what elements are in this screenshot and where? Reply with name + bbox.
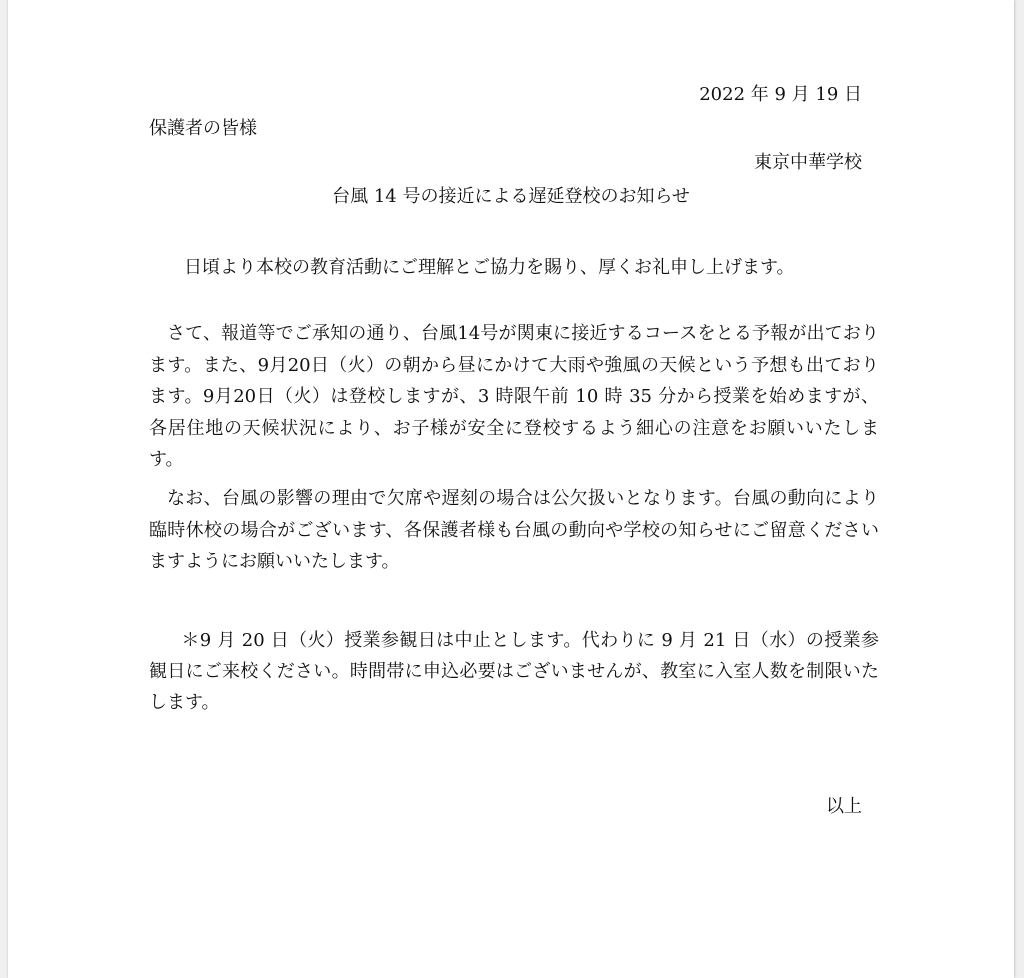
document-date: 2022 年 9 月 19 日 [699,84,862,105]
document-page [8,0,1014,978]
body-paragraph-1: さて、報道等でご承知の通り、台風14号が関東に接近するコースをとる予報が出ております。また、9月20日（火）の朝から昼にかけて大雨や強風の天候という予想も出ております。9月20日（火）は登校しますが、3 時限午前 10 時 35 分から授業を始めますが、各居住地の天候状況により、お子様が安全に登校するよう細心の注意をお願いいたします。 [149,323,879,470]
greeting-paragraph: 日頃より本校の教育活動にご理解とご協力を賜り、厚くお礼申し上げます。 [184,257,795,278]
body-paragraph-2: なお、台風の影響の理由で欠席や遅刻の場合は公欠扱いとなります。台風の動向により臨時休校の場合がございます、各保護者様も台風の動向や学校の知らせにご留意くださいますようにお願いいたします。 [149,488,879,572]
note-paragraph: ＊9 月 20 日（火）授業参観日は中止とします。代わりに 9 月 21 日（水）の授業参観日にご来校ください。時間帯に申込必要はございませんが、教室に入室人数を制限いたします。 [149,630,879,713]
document-title: 台風 14 号の接近による遅延登校のお知らせ [332,186,690,207]
sender-school: 東京中華学校 [754,152,862,173]
closing-remark: 以上 [826,796,862,817]
recipient: 保護者の皆様 [149,118,257,139]
